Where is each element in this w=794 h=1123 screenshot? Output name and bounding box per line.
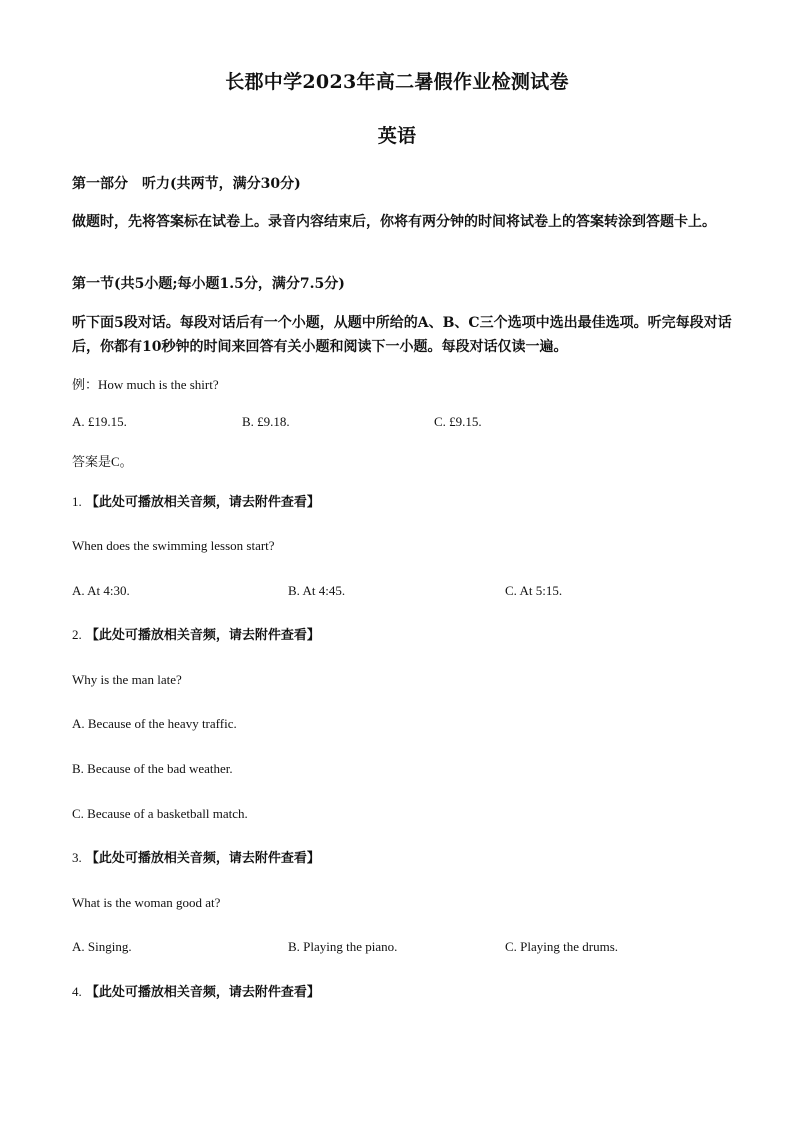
option-b: B. Playing the piano. xyxy=(288,939,398,954)
question-2-option-b: B. Because of the bad weather. xyxy=(72,761,233,776)
question-4-header xyxy=(72,982,732,1003)
example-answer: 答案是C。 xyxy=(72,454,133,469)
audio-note: 【此处可播放相关音频，请去附件查看】 xyxy=(85,495,320,510)
question-2-text: Why is the man late? xyxy=(72,672,182,687)
exam-title: 长郡中学2023年高二暑假作业检测试卷 xyxy=(225,71,569,93)
question-number: 3. xyxy=(72,850,82,865)
question-number: 2. xyxy=(72,627,82,642)
option-b: B. At 4:45. xyxy=(288,583,346,598)
question-1-header xyxy=(72,492,732,513)
section1-instructions: 听下面5段对话。每段对话后有一个小题，从题中所给的A、B、C三个选项中选出最佳选项。听完每段对话后，你都有10秒钟的时间来回答有关小题和阅读下一小题。每段对话仅读一遍。 xyxy=(72,315,732,355)
example-question: 例：How much is the shirt? xyxy=(72,377,219,392)
subject-title: 英语 xyxy=(377,125,417,147)
question-number: 4. xyxy=(72,984,82,999)
part1-heading: 第一部分 听力(共两节，满分30分) xyxy=(72,176,301,192)
option-a: A. Singing. xyxy=(72,939,132,954)
question-2-option-c: C. Because of a basketball match. xyxy=(72,806,248,821)
audio-note: 【此处可播放相关音频，请去附件查看】 xyxy=(85,628,320,643)
question-3-header xyxy=(72,848,732,869)
question-1-text: When does the swimming lesson start? xyxy=(72,538,275,553)
question-2-header xyxy=(72,625,732,646)
example-options xyxy=(72,412,732,432)
example-option-a: A. £19.15. xyxy=(72,414,127,429)
question-3-options xyxy=(72,937,732,957)
question-2-option-a: A. Because of the heavy traffic. xyxy=(72,716,237,731)
example-option-b: B. £9.18. xyxy=(242,414,290,429)
part1-instructions: 做题时，先将答案标在试卷上。录音内容结束后，你将有两分钟的时间将试卷上的答案转涂到答题卡上。 xyxy=(72,214,716,230)
question-3-text: What is the woman good at? xyxy=(72,895,221,910)
option-a: A. At 4:30. xyxy=(72,583,130,598)
audio-note: 【此处可播放相关音频，请去附件查看】 xyxy=(85,851,320,866)
question-number: 1. xyxy=(72,494,82,509)
option-c: C. At 5:15. xyxy=(505,583,563,598)
option-c: C. Playing the drums. xyxy=(505,939,619,954)
audio-note: 【此处可播放相关音频，请去附件查看】 xyxy=(85,985,320,1000)
example-option-c: C. £9.15. xyxy=(434,414,482,429)
question-1-options xyxy=(72,581,732,601)
section1-heading: 第一节(共5小题;每小题1.5分，满分7.5分) xyxy=(72,276,345,292)
